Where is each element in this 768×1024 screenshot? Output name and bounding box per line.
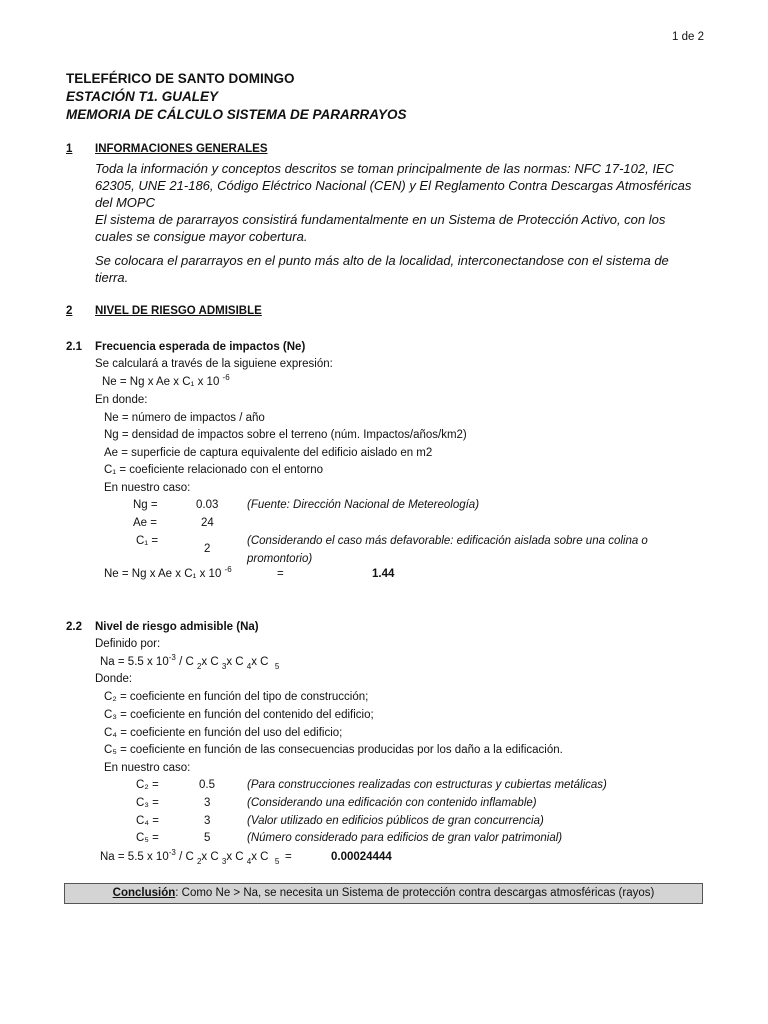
section-1-paragraph-3: Se colocara el pararrayos en el punto más alto de la localidad, interconectandose con el sistema de tierra. [95,253,669,285]
c1-value: 2 [204,543,211,555]
section-1-number: 1 [66,143,73,155]
c4-value: 3 [204,815,211,827]
c2-value: 0.5 [199,779,215,791]
ne-equals-sign: = [277,568,284,580]
section-2-title: NIVEL DE RIESGO ADMISIBLE [95,305,262,317]
page-number: 1 de 2 [672,31,704,43]
c3-value: 3 [204,797,211,809]
c2-note: (Para construcciones realizadas con estructuras y cubiertas metálicas) [247,779,607,791]
memo-title: MEMORIA DE CÁLCULO SISTEMA DE PARARRAYOS [66,107,407,122]
c1-label: C₁ = [136,535,159,547]
en-nuestro-caso-label-2: En nuestro caso: [104,762,191,774]
ne-result-value: 1.44 [372,568,395,580]
ne-result-formula: Ne = Ng x Ae x C₁ x 10 $^{-6}$ [104,565,232,580]
section-2-1-intro: Se calculará a través de la siguiene expresión: [95,358,333,370]
c5-value: 5 [204,832,211,844]
ng-note: (Fuente: Dirección Nacional de Metereología) [247,499,480,511]
ng-label: Ng = [133,499,158,511]
ng-value: 0.03 [196,499,219,511]
section-2-1-number: 2.1 [66,341,82,353]
definition-c2: C₂ = coeficiente en función del tipo de construcción; [104,691,369,703]
ae-label: Ae = [133,517,157,529]
section-1-title: INFORMACIONES GENERALES [95,143,268,155]
c5-note: (Número considerado para edificios de gran valor patrimonial) [247,832,563,844]
c4-label: C₄ = [136,815,159,827]
c5-label: C₅ = [136,832,159,844]
c3-note: (Considerando una edificación con contenido inflamable) [247,797,537,809]
en-nuestro-caso-label: En nuestro caso: [104,482,191,494]
conclusion-text: : Como Ne > Na, se necesita un Sistema de protección contra descargas atmosféricas (rayos) [175,887,655,899]
section-2-2-title: Nivel de riesgo admisible (Na) [95,621,259,633]
na-result-value: 0.00024444 [331,851,392,863]
section-2-number: 2 [66,305,73,317]
donde-label: Donde: [95,673,133,685]
definition-c1: C₁ = coeficiente relacionado con el entorno [104,464,324,476]
section-2-1-title: Frecuencia esperada de impactos (Ne) [95,341,306,353]
station-name: ESTACIÓN T1. GUALEY [66,89,219,104]
definition-ng: Ng = densidad de impactos sobre el terreno (núm. Impactos/años/km2) [104,429,467,441]
section-2-2-number: 2.2 [66,621,82,633]
conclusion-box [64,883,703,904]
c1-note: (Considerando el caso más defavorable: edificación aislada sobre una colina o promontorio) [247,535,648,565]
document-title: TELEFÉRICO DE SANTO DOMINGO [66,71,295,86]
c4-note: (Valor utilizado en edificios públicos de gran concurrencia) [247,815,544,827]
section-1-paragraph-2: El sistema de pararrayos consistirá fundamentalmente en un Sistema de Protección Activo, con los cuales se consigue mayor cobertura. [95,212,666,244]
ne-formula: Ne = Ng x Ae x C₁ x 10 $^{-6}$ [102,373,230,388]
conclusion-label: Conclusión [112,887,176,899]
definition-c4: C₄ = coeficiente en función del uso del edificio; [104,727,343,739]
en-donde-label: En donde: [95,394,148,406]
definition-ae: Ae = superficie de captura equivalente del edificio aislado en m2 [104,447,433,459]
definido-por-label: Definido por: [95,638,161,650]
c3-label: C₃ = [136,797,159,809]
ae-value: 24 [201,517,214,529]
definition-c5: C₅ = coeficiente en función de las consecuencias producidas por los daño a la edificación. [104,744,563,756]
definition-c3: C₃ = coeficiente en función del contenido del edificio; [104,709,374,721]
na-result-formula: Na = 5.5 x $10^{-3}$ / C $_2$x C $_3$x C $_4$x C $_5$ [100,848,280,866]
section-1-paragraph-1: Toda la información y conceptos descritos se toman principalmente de las normas: NFC 17-102, IEC 62305, UNE 21-186, Código Eléctrico Nacional (CEN) y El Reglamento Contra Descargas Atmosféricas del MOPC [95,161,692,210]
na-equals-sign: = [285,851,292,863]
na-formula: Na = 5.5 x $10^{-3}$ / C $_2$x C $_3$x C $_4$x C $_5$ [100,653,280,671]
definition-ne: Ne = número de impactos / año [104,412,265,424]
c2-label: C₂ = [136,779,159,791]
